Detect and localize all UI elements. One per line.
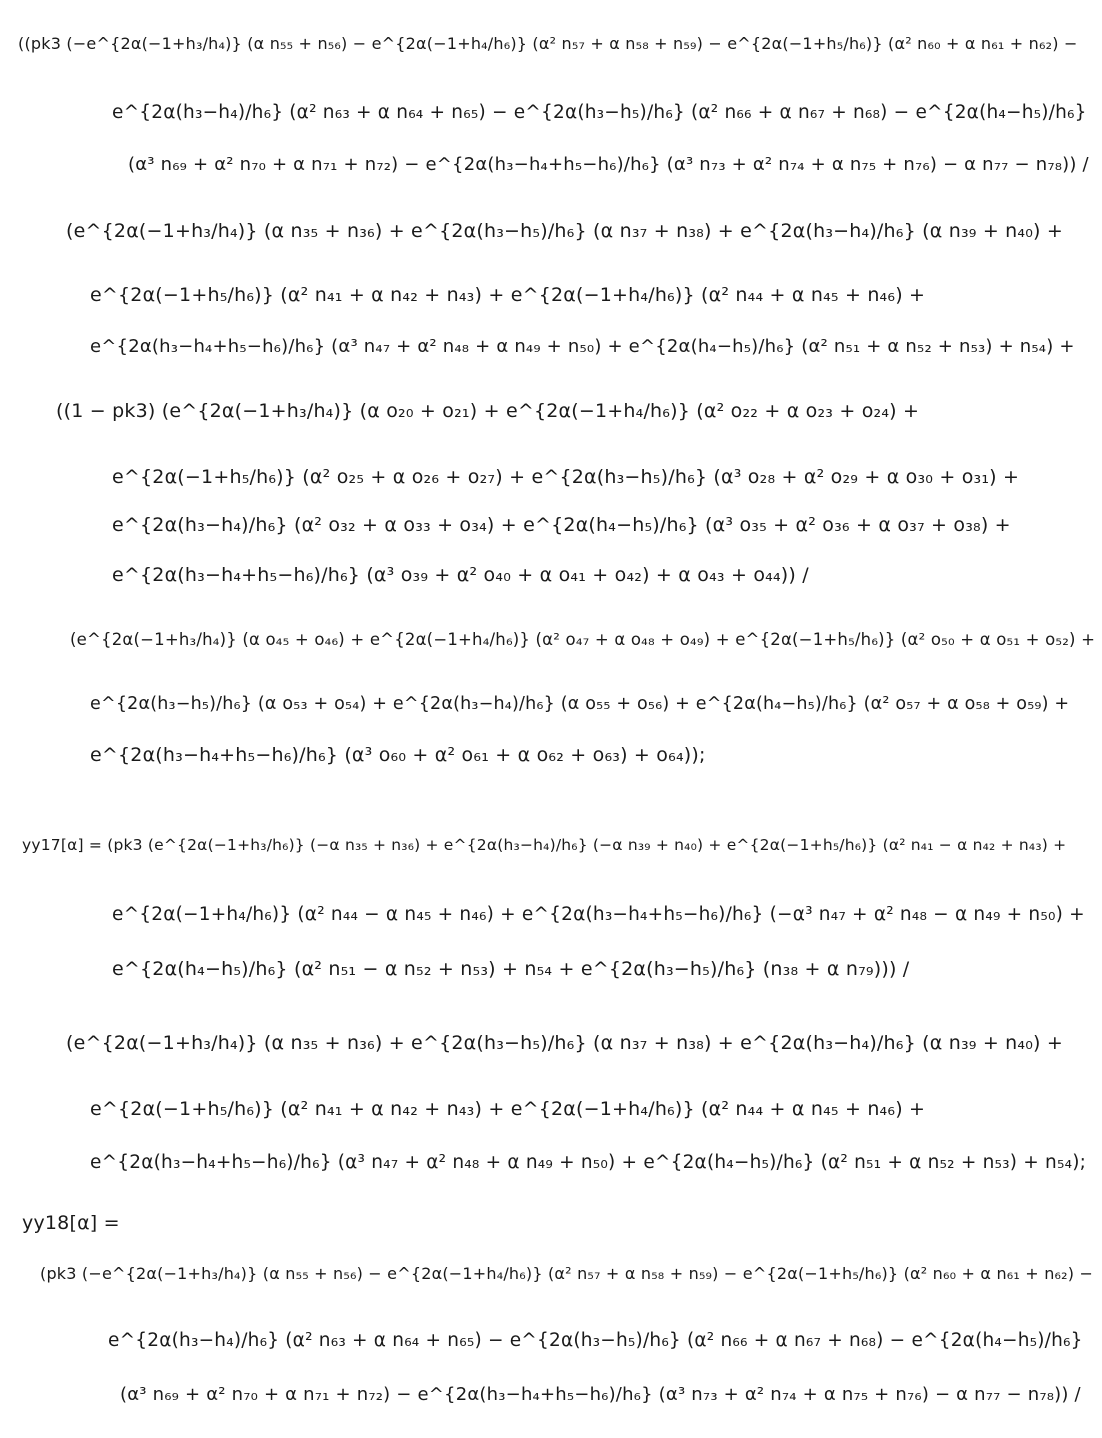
equation-line: (e^{2α(−1+h₃/h₄)} (α o₄₅ + o₄₆) + e^{2α(−1+h₄/h₆)} (α² o₄₇ + α o₄₈ + o₄₉) + e^{2α(−1+h₅/h₆)} (α² o₅₀ + α o₅₁ + o₅₂) + xyxy=(70,630,1096,649)
equation-line: (e^{2α(−1+h₃/h₄)} (α n₃₅ + n₃₆) + e^{2α(h₃−h₅)/h₆} (α n₃₇ + n₃₈) + e^{2α(h₃−h₄)/h₆} (α n₃₉ + n₄₀) + xyxy=(66,1032,1064,1054)
equation-line: ((1 − pk3) (e^{2α(−1+h₃/h₄)} (α o₂₀ + o₂₁) + e^{2α(−1+h₄/h₆)} (α² o₂₂ + α o₂₃ + o₂₄) + xyxy=(56,400,920,422)
equation-line: e^{2α(−1+h₄/h₆)} (α² n₄₄ − α n₄₅ + n₄₆) + e^{2α(h₃−h₄+h₅−h₆)/h₆} (−α³ n₄₇ + α² n₄₈ − α n₄₉ + n₅₀) + xyxy=(112,904,1085,925)
equation-line: (e^{2α(−1+h₃/h₄)} (α n₃₅ + n₃₆) + e^{2α(h₃−h₅)/h₆} (α n₃₇ + n₃₈) + e^{2α(h₃−h₄)/h₆} (α n₃₉ + n₄₀) + xyxy=(66,220,1064,242)
equation-line: e^{2α(−1+h₅/h₆)} (α² o₂₅ + α o₂₆ + o₂₇) + e^{2α(h₃−h₅)/h₆} (α³ o₂₈ + α² o₂₉ + α o₃₀ + o₃₁) + xyxy=(112,466,1020,488)
equation-line: (α³ n₆₉ + α² n₇₀ + α n₇₁ + n₇₂) − e^{2α(h₃−h₄+h₅−h₆)/h₆} (α³ n₇₃ + α² n₇₄ + α n₇₅ + n₇₆) − α n₇₇ − n₇₈)) / xyxy=(120,1384,1081,1405)
equation-line: yy18[α] = xyxy=(22,1212,120,1234)
equation-line: (pk3 (−e^{2α(−1+h₃/h₄)} (α n₅₅ + n₅₆) − e^{2α(−1+h₄/h₆)} (α² n₅₇ + α n₅₈ + n₅₉) − e^{2α(−1+h₅/h₆)} (α² n₆₀ + α n₆₁ + n₆₂) − xyxy=(40,1264,1094,1283)
equation-line: e^{2α(h₃−h₄+h₅−h₆)/h₆} (α³ n₄₇ + α² n₄₈ + α n₄₉ + n₅₀) + e^{2α(h₄−h₅)/h₆} (α² n₅₁ + α n₅₂ + n₅₃) + n₅₄); xyxy=(90,1152,1087,1173)
equation-line: ((pk3 (−e^{2α(−1+h₃/h₄)} (α n₅₅ + n₅₆) − e^{2α(−1+h₄/h₆)} (α² n₅₇ + α n₅₈ + n₅₉) − e^{2α(−1+h₅/h₆)} (α² n₆₀ + α n₆₁ + n₆₂) − xyxy=(18,34,1078,53)
equation-line: yy17[α] = (pk3 (e^{2α(−1+h₃/h₆)} (−α n₃₅ + n₃₆) + e^{2α(h₃−h₄)/h₆} (−α n₃₉ + n₄₀) + e^{2α(−1+h₅/h₆)} (α² n₄₁ − α n₄₂ + n₄₃) + xyxy=(22,836,1067,854)
equation-line: e^{2α(h₃−h₄)/h₆} (α² o₃₂ + α o₃₃ + o₃₄) + e^{2α(h₄−h₅)/h₆} (α³ o₃₅ + α² o₃₆ + α o₃₇ + o₃₈) + xyxy=(112,514,1011,536)
equation-line: e^{2α(h₃−h₄+h₅−h₆)/h₆} (α³ o₆₀ + α² o₆₁ + α o₆₂ + o₆₃) + o₆₄)); xyxy=(90,744,706,766)
equation-line: e^{2α(h₃−h₄)/h₆} (α² n₆₃ + α n₆₄ + n₆₅) − e^{2α(h₃−h₅)/h₆} (α² n₆₆ + α n₆₇ + n₆₈) − e^{2α(h₄−h₅)/h₆} xyxy=(112,102,1087,123)
equation-line: e^{2α(h₃−h₅)/h₆} (α o₅₃ + o₅₄) + e^{2α(h₃−h₄)/h₆} (α o₅₅ + o₅₆) + e^{2α(h₄−h₅)/h₆} (α² o₅₇ + α o₅₈ + o₅₉) + xyxy=(90,694,1070,714)
equation-line: e^{2α(−1+h₅/h₆)} (α² n₄₁ + α n₄₂ + n₄₃) + e^{2α(−1+h₄/h₆)} (α² n₄₄ + α n₄₅ + n₄₆) + xyxy=(90,1098,926,1120)
equation-line: e^{2α(h₄−h₅)/h₆} (α² n₅₁ − α n₅₂ + n₅₃) + n₅₄ + e^{2α(h₃−h₅)/h₆} (n₃₈ + α n₇₉))) / xyxy=(112,958,910,980)
equation-line: e^{2α(h₃−h₄+h₅−h₆)/h₆} (α³ n₄₇ + α² n₄₈ + α n₄₉ + n₅₀) + e^{2α(h₄−h₅)/h₆} (α² n₅₁ + α n₅₂ + n₅₃) + n₅₄) + xyxy=(90,336,1075,357)
equation-line: (α³ n₆₉ + α² n₇₀ + α n₇₁ + n₇₂) − e^{2α(h₃−h₄+h₅−h₆)/h₆} (α³ n₇₃ + α² n₇₄ + α n₇₅ + n₇₆) − α n₇₇ − n₇₈)) / xyxy=(128,154,1089,175)
equation-line: e^{2α(h₃−h₄+h₅−h₆)/h₆} (α³ o₃₉ + α² o₄₀ + α o₄₁ + o₄₂) + α o₄₃ + o₄₄)) / xyxy=(112,564,809,586)
equation-line: e^{2α(−1+h₅/h₆)} (α² n₄₁ + α n₄₂ + n₄₃) + e^{2α(−1+h₄/h₆)} (α² n₄₄ + α n₄₅ + n₄₆) + xyxy=(90,284,926,306)
equation-line: e^{2α(h₃−h₄)/h₆} (α² n₆₃ + α n₆₄ + n₆₅) − e^{2α(h₃−h₅)/h₆} (α² n₆₆ + α n₆₇ + n₆₈) − e^{2α(h₄−h₅)/h₆} xyxy=(108,1330,1083,1351)
